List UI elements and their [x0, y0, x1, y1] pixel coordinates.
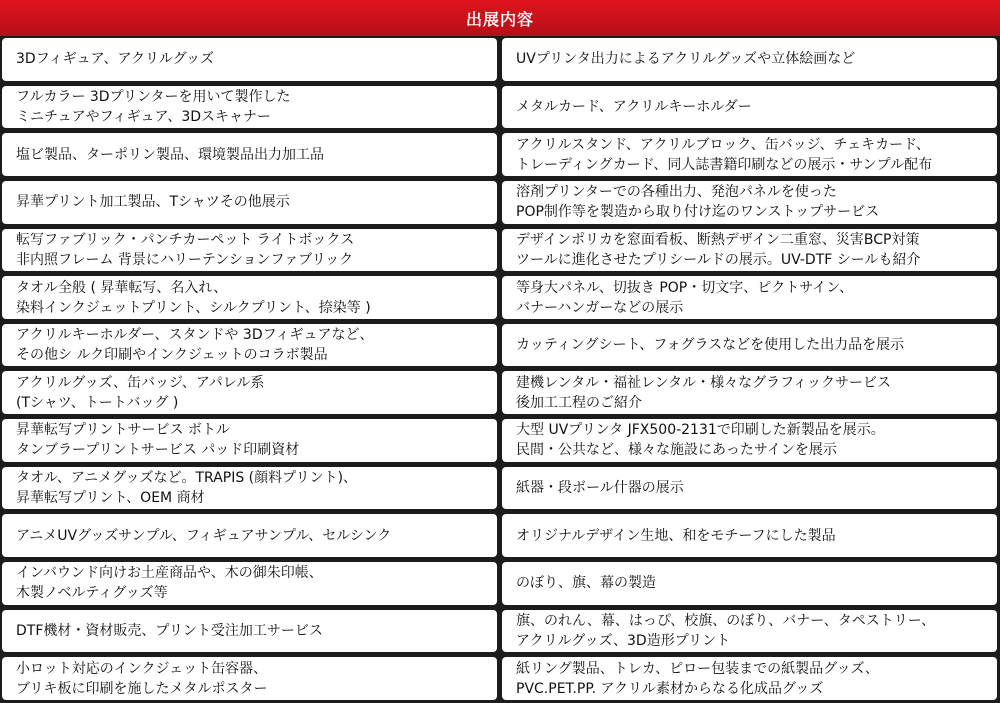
table-cell-right: 紙器・段ボール什器の展示: [502, 467, 997, 510]
table-cell-left: アクリルグッズ、缶バッジ、アパレル系 (Tシャツ、トートバッグ ): [2, 371, 497, 414]
table-cell-left: 転写ファブリック・パンチカーペット ライトボックス 非内照フレーム 背景にハリーテンションファブリック: [2, 229, 497, 272]
table-cell-right: 溶剤プリンターでの各種出力、発泡パネルを使った POP制作等を製造から取り付け迄のワンストップサービス: [502, 181, 997, 224]
table-cell-left: タオル全般 ( 昇華転写、名入れ、 染料インクジェットプリント、シルクプリント、捺染等 ): [2, 276, 497, 319]
table-cell-right: メタルカード、アクリルキーホルダー: [502, 86, 997, 129]
table-cell-right: カッティングシート、フォグラスなどを使用した出力品を展示: [502, 324, 997, 367]
table-cell-right: アクリルスタンド、アクリルブロック、缶バッジ、チェキカード、 トレーディングカード、同人誌書籍印刷などの展示・サンプル配布: [502, 133, 997, 176]
table-cell-left: 塩ビ製品、ターポリン製品、環境製品出力加工品: [2, 133, 497, 176]
table-header: [0, 0, 1000, 36]
table-cell-left: アニメUVグッズサンプル、フィギュアサンプル、セルシンク: [2, 514, 497, 557]
table-cell-left: 昇華転写プリントサービス ボトル タンブラープリントサービス パッド印刷資材: [2, 419, 497, 462]
table-cell-right: デザインポリカを窓面看板、断熱デザイン二重窓、災害BCP対策 ツールに進化させたプリシールドの展示。UV-DTF シールも紹介: [502, 229, 997, 272]
exhibit-grid: [0, 36, 1000, 703]
table-cell-right: 等身大パネル、切抜き POP・切文字、ピクトサイン、 バナーハンガーなどの展示: [502, 276, 997, 319]
table-cell-right: 紙リング製品、トレカ、ピロー包装までの紙製品グッズ、 PVC.PET.PP. アクリル素材からなる化成品グッズ: [502, 657, 997, 700]
table-cell-left: フルカラー 3Dプリンターを用いて製作した ミニチュアやフィギュア、3Dスキャナー: [2, 86, 497, 129]
table-cell-right: 建機レンタル・福祉レンタル・様々なグラフィックサービス 後加工工程のご紹介: [502, 371, 997, 414]
table-cell-left: 小ロット対応のインクジェット缶容器、 ブリキ板に印刷を施したメタルポスター: [2, 657, 497, 700]
table-cell-right: オリジナルデザイン生地、和をモチーフにした製品: [502, 514, 997, 557]
table-cell-right: のぼり、旗、幕の製造: [502, 562, 997, 605]
table-cell-left: タオル、アニメグッズなど。TRAPIS (顔料プリント)、 昇華転写プリント、OEM 商材: [2, 467, 497, 510]
table-cell-left: アクリルキーホルダー、スタンドや 3Dフィギュアなど、 その他シ ルク印刷やインクジェットのコラボ製品: [2, 324, 497, 367]
table-cell-left: 昇華プリント加工製品、Tシャツその他展示: [2, 181, 497, 224]
table-cell-right: UVプリンタ出力によるアクリルグッズや立体絵画など: [502, 38, 997, 81]
table-cell-left: 3Dフィギュア、アクリルグッズ: [2, 38, 497, 81]
table-cell-left: インバウンド向けお土産商品や、木の御朱印帳、 木製ノベルティグッズ等: [2, 562, 497, 605]
table-cell-right: 大型 UVプリンタ JFX500-2131で印刷した新製品を展示。 民間・公共など、様々な施設にあったサインを展示: [502, 419, 997, 462]
header-title: 出展内容: [465, 9, 534, 29]
table-cell-left: DTF機材・資材販売、プリント受注加工サービス: [2, 610, 497, 653]
table-cell-right: 旗、のれん、幕、はっぴ、校旗、のぼり、バナー、タペストリー、 アクリルグッズ、3D造形プリント: [502, 610, 997, 653]
